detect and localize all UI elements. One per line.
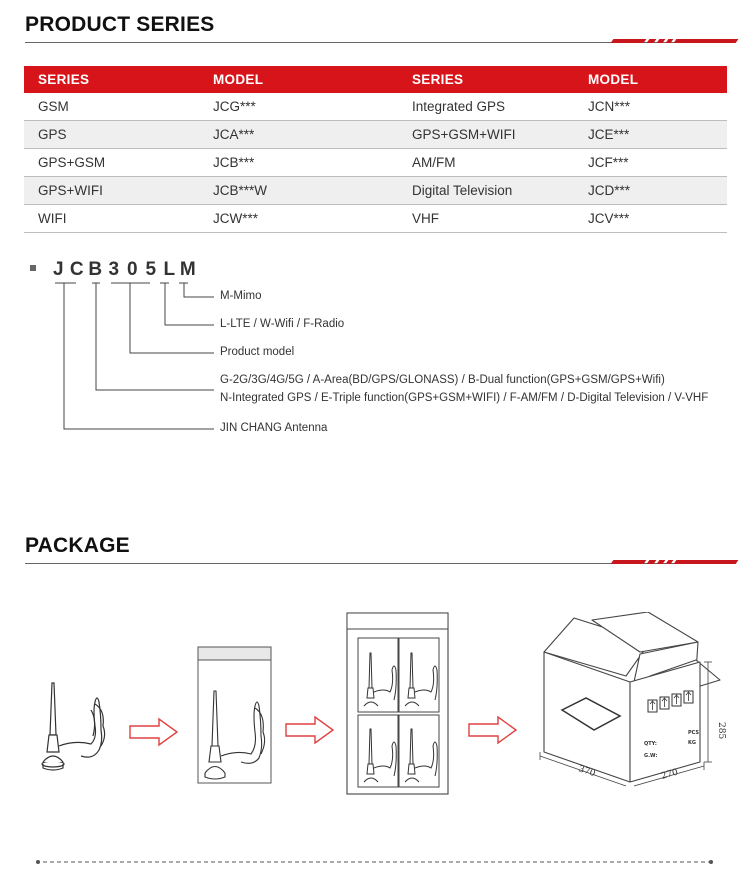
cell-series: Integrated GPS [398, 93, 574, 121]
antenna-bag-icon [197, 646, 273, 786]
carton-pcs-label: PCS [688, 730, 700, 736]
antenna-icon [35, 680, 125, 780]
code-char: J [52, 259, 64, 280]
cell-model: JCW*** [199, 205, 398, 233]
legend-product-model: Product model [220, 346, 295, 358]
carton-gw-label: G.W: [644, 753, 658, 759]
cell-model: JCN*** [574, 93, 727, 121]
cell-series: GPS+GSM [24, 149, 199, 177]
legend-mimo: M-Mimo [220, 290, 262, 302]
cell-model: JCG*** [199, 93, 398, 121]
header-model-1: MODEL [199, 66, 398, 93]
cell-model: JCB***W [199, 177, 398, 205]
carton-box-icon [530, 612, 730, 790]
cell-series: GPS [24, 121, 199, 149]
code-char: B [88, 259, 103, 280]
package-title: PACKAGE [25, 534, 130, 557]
legend-function-line2: N-Integrated GPS / E-Triple function(GPS+GSM+WIFI) / F-AM/FM / D-Digital Television / V-VHF [220, 392, 709, 404]
carton-width: 270 [660, 767, 680, 782]
arrow-right-icon [468, 715, 518, 745]
carton-height: 285 [716, 722, 726, 740]
cell-series: GPS+WIFI [24, 177, 199, 205]
carton-kg-label: KG [688, 740, 696, 746]
cell-model: JCD*** [574, 177, 727, 205]
header-series-1: SERIES [24, 66, 199, 93]
code-char: C [69, 259, 84, 280]
carton-qty-label: QTY: [644, 741, 657, 747]
cell-series: GPS+GSM+WIFI [398, 121, 574, 149]
cell-model: JCV*** [574, 205, 727, 233]
legend-network: L-LTE / W-Wifi / F-Radio [220, 318, 345, 330]
code-char: L [163, 259, 176, 280]
cell-model: JCF*** [574, 149, 727, 177]
header-model-2: MODEL [574, 66, 727, 93]
cell-model: JCE*** [574, 121, 727, 149]
header-series-2: SERIES [398, 66, 574, 93]
cell-series: VHF [398, 205, 574, 233]
carton-length: 370 [577, 764, 597, 780]
product-series-title: PRODUCT SERIES [25, 13, 215, 36]
code-char: M [179, 259, 196, 280]
bottom-divider [36, 857, 716, 867]
code-char: 5 [145, 259, 157, 280]
package-accent [612, 560, 732, 564]
code-char: 3 [108, 259, 120, 280]
cell-series: WIFI [24, 205, 199, 233]
cell-model: JCA*** [199, 121, 398, 149]
code-char: 0 [126, 259, 138, 280]
cell-model: JCB*** [199, 149, 398, 177]
arrow-right-icon [285, 715, 335, 745]
cell-series: AM/FM [398, 149, 574, 177]
cell-series: GSM [24, 93, 199, 121]
arrow-right-icon [129, 717, 179, 747]
cell-series: Digital Television [398, 177, 574, 205]
legend-function-line1: G-2G/3G/4G/5G / A-Area(BD/GPS/GLONASS) / B-Dual function(GPS+GSM/GPS+Wifi) [220, 374, 665, 386]
legend-brand: JIN CHANG Antenna [220, 422, 328, 434]
inner-box-icon [346, 612, 450, 796]
